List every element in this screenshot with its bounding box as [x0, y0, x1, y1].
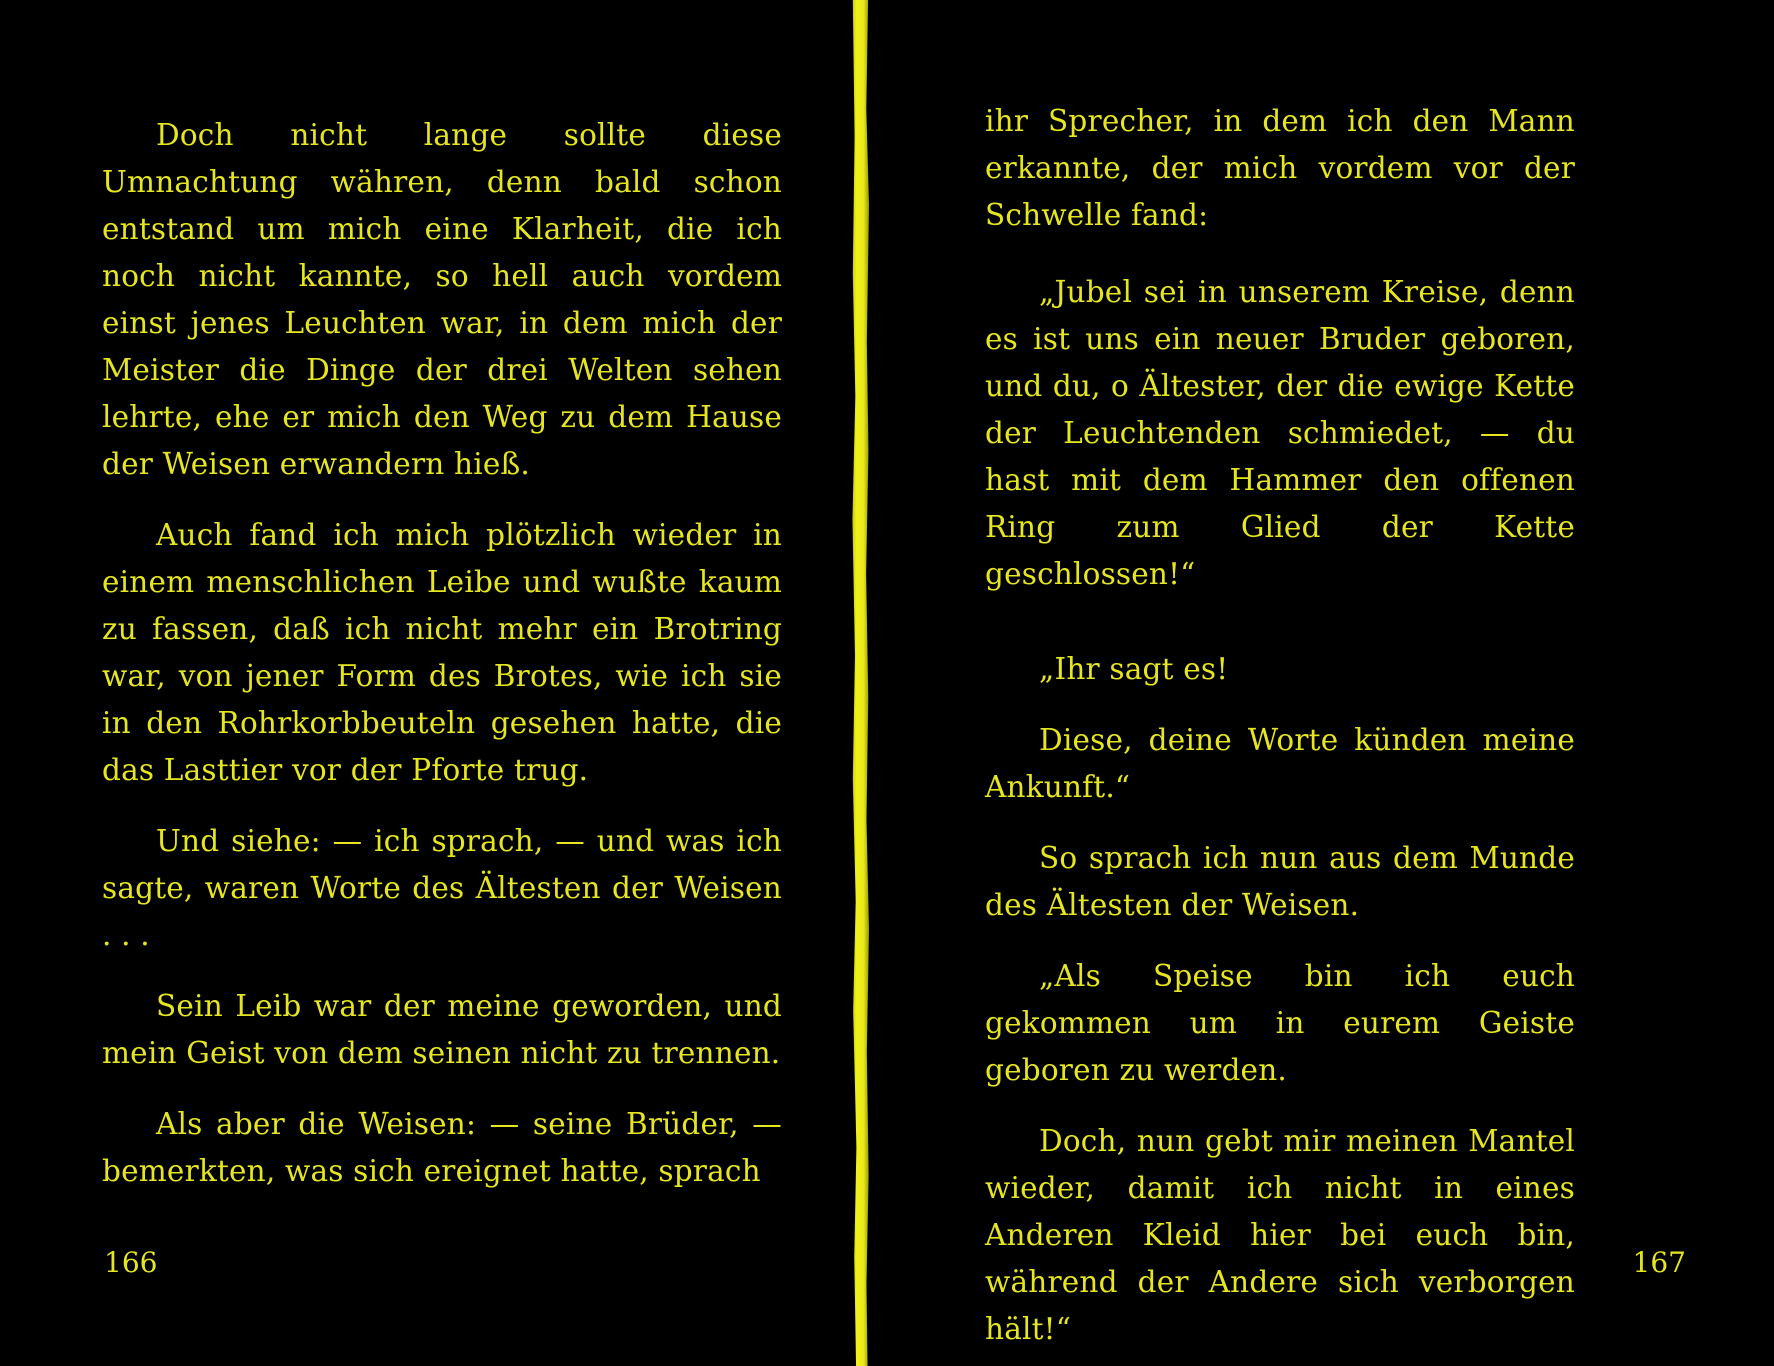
paragraph: „Jubel sei in unserem Kreise, denn es ist uns ein neuer Bruder geboren, und du, o Ältester, der die ewige Kette der Leuchtenden schmiedet, — du hast mit dem Hammer den offenen Ring zum Glied der Kette geschlossen!“ [985, 275, 1575, 591]
page-number: 166 [104, 1246, 158, 1279]
paragraph: „Ihr sagt es! [1039, 652, 1229, 686]
left-page [0, 0, 848, 1366]
left-page-text [102, 112, 782, 1195]
paragraph: Als aber die Weisen: — seine Brüder, — bemerkten, was sich ereignet hatte, sprach [102, 1107, 782, 1188]
paragraph: Und siehe: — ich sprach, — und was ich sagte, waren Worte des Ältesten der Weisen . . . [102, 824, 782, 952]
paragraph: Auch fand ich mich plötzlich wieder in einem menschlichen Leibe und wußte kaum zu fassen, daß ich nicht mehr ein Brotring war, von jener Form des Brotes, wie ich sie in den Rohrkorbbeuteln gesehen hatte, die das Lasttier vor der Pforte trug. [102, 518, 782, 787]
paragraph: ihr Sprecher, in dem ich den Mann erkannte, der mich vordem vor der Schwelle fand: [985, 104, 1575, 232]
page-number: 167 [1632, 1246, 1686, 1279]
right-page [884, 0, 1774, 1366]
paragraph: Diese, deine Worte künden meine Ankunft.“ [985, 723, 1575, 804]
paragraph: Doch, nun gebt mir meinen Mantel wieder, damit ich nicht in eines Anderen Kleid hier bei euch bin, während der Andere sich verborgen hält!“ [985, 1124, 1575, 1346]
paragraph: „Als Speise bin ich euch gekommen um in eurem Geiste geboren zu werden. [985, 959, 1575, 1087]
paragraph: Sein Leib war der meine geworden, und mein Geist von dem seinen nicht zu trennen. [102, 989, 782, 1070]
paragraph: So sprach ich nun aus dem Munde des Ältesten der Weisen. [985, 841, 1575, 922]
right-page-text [985, 98, 1575, 1353]
paragraph: Doch nicht lange sollte diese Umnachtung währen, denn bald schon entstand um mich eine Klarheit, die ich noch nicht kannte, so hell auch vordem einst jenes Leuchten war, in dem mich der Meister die Dinge der drei Welten sehen lehrte, ehe er mich den Weg zu dem Hause der Weisen erwandern hieß. [102, 118, 782, 481]
